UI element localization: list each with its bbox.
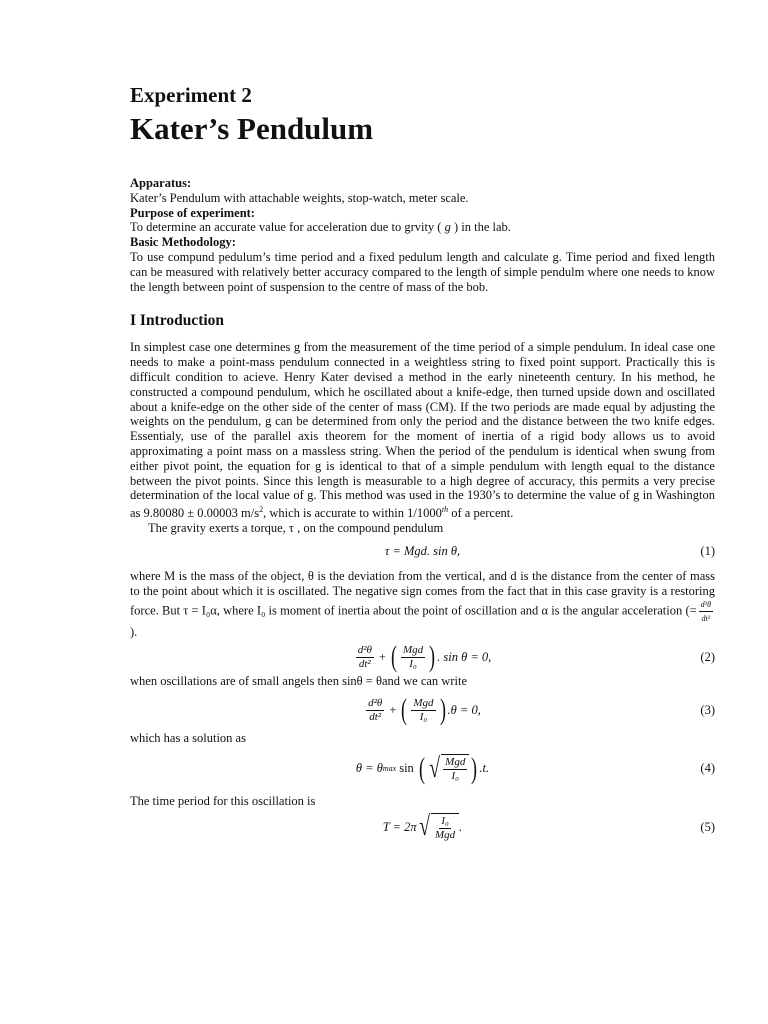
equation-4: θ = θ max sin ( √ $\frac{\text{Mgd}}{\text{I₀}}$ ) .t. (4) <box>355 751 715 785</box>
small-angle-paragraph: when oscillations are of small angels then sinθ = θand we can write <box>130 674 467 689</box>
apparatus-heading: Apparatus: <box>130 176 192 190</box>
torque-paragraph: The gravity exerts a torque, τ , on the compound pendulum <box>148 521 444 536</box>
chapter-title: Kater’s Pendulum <box>130 111 374 146</box>
intro-paragraph: In simplest case one determines g from the measurement of the time period of a simple pendulum. In ideal case one needs to make a point-mass pendulum connected in a weightless string to fixed point support. Practically this is difficult condition to acieve. Henry Kater devised a method in the early nineteenth century. In his method, he constructed a compound pendulum, which he oscillated about a knife-edge, then turned upside down and oscillated about a knife-edge on the other side of the center of mass (CM). If the two periods are made equal by adjusting the weights on the pendulum, g can be determined from only the period and the distance between the two knife edges. Essentialy, use of the parallel axis theorem for the moment of inertia of a rigid body allows us to avoid approximating a point mass on a massless string. When the period of the pendulum is identical when swung from either pivot point, the equation for g is identical to that of a simple pendulum with length equal to the distance between the pivot points. Since this length is measurable to a high degree of accuracy, this permits a very precise determination of the local value of g. This method was used in the 1930’s to determine the value of g in Washington as 9.80080 ± 0.00003 $m/s^2$, which is accurate to within 1/1000th of a percent. <box>130 340 715 521</box>
methodology-text: To use compund pedulum’s time period and a fixed pedulum length and calculate g. Time period and fixed length can be measured with relatively better accuracy compared to the length of simple pendulm where one needs to know the length between point of suspension to the centre of mass of the bob. <box>130 249 715 294</box>
definition-paragraph: where M is the mass of the object, θ is the deviation from the vertical, and d is the distance from the center of mass to the point about which it is oscillated. The negative sign comes from the fact that in this case gravity is a restoring force. But τ = I₀α, where I₀ is moment of inertia about the point of oscillation and α is the angular acceleration (= $\frac{\text{d²θ}}{\text{dt²}}$ ). <box>130 568 715 640</box>
section-title: I Introduction <box>130 312 225 330</box>
period-paragraph: The time period for this oscillation is <box>130 793 316 808</box>
document-page <box>130 82 715 842</box>
equation-5: T = 2π √ $\frac{\text{I₀}}{\text{Mgd}}$ . (5) <box>382 811 715 843</box>
equation-3: $\frac{\text{d²θ}}{\text{dt²}}$ + ( $\frac{\text{Mgd}}{\text{I₀}}$ ) .θ = 0, (3) <box>368 693 715 727</box>
equation-2: $\frac{\text{d²θ}}{\text{dt²}}$ + ( $\frac{\text{Mgd}}{\text{I₀}}$ ) . sin θ = 0, (2) <box>357 640 715 674</box>
header-block <box>130 176 715 294</box>
purpose-heading: Purpose of experiment: <box>130 205 255 220</box>
solution-paragraph: which has a solution as <box>130 731 246 746</box>
apparatus-text: Kater’s Pendulum with attachable weights, stop-watch, meter scale. <box>130 190 469 205</box>
purpose-text: To determine an accurate value for acceleration due to grvity ( g ) in the lab. <box>130 220 511 235</box>
equation-1: τ = Mgd. sin θ, (1) <box>384 543 715 558</box>
methodology-heading: Basic Methodology: <box>130 235 236 250</box>
chapter-label: Experiment 2 <box>130 83 252 107</box>
